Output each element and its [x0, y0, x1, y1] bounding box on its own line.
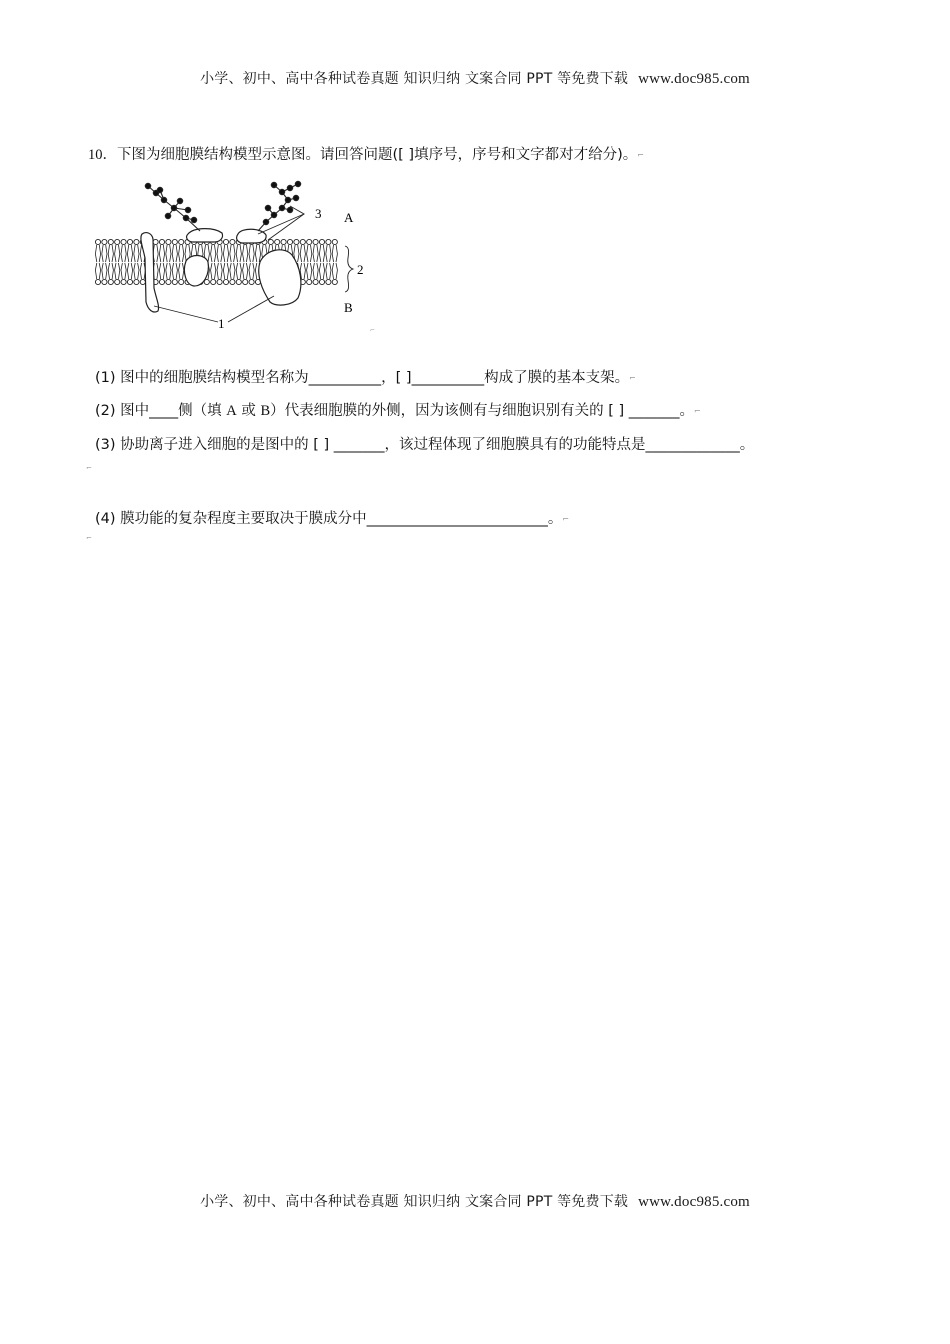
phospholipid-head	[153, 239, 158, 244]
peripheral-protein-right	[237, 229, 267, 243]
subquestion-2-text-after: ）代表细胞膜的外侧，因为该侧有与细胞识别有关的 [ ] _______。	[270, 403, 695, 419]
phospholipid-tail	[121, 263, 126, 279]
phospholipid-tail	[127, 263, 132, 279]
phospholipid-tail	[172, 263, 177, 279]
phospholipid-tail	[108, 245, 113, 262]
phospholipid-head	[332, 239, 337, 244]
phospholipid-head	[172, 239, 177, 244]
phospholipid-head	[281, 239, 286, 244]
phospholipid-tail	[172, 245, 177, 262]
phospholipid-tail	[243, 263, 248, 279]
phospholipid-head	[95, 279, 100, 284]
channel-protein	[259, 250, 301, 305]
label-3: 3	[315, 206, 322, 221]
phospholipid-tail	[159, 245, 164, 262]
phospholipid-tail	[249, 245, 254, 262]
phospholipid-tail	[95, 245, 100, 262]
phospholipid-tail	[326, 263, 331, 279]
subquestion-2-label: (2)	[95, 403, 116, 419]
phospholipid-tail	[307, 263, 312, 279]
subquestion-2-text-before: 图中____侧（填	[120, 403, 227, 419]
subquestion-2-text-mid: 或	[236, 403, 261, 419]
phospholipid-head	[287, 239, 292, 244]
phospholipid-head	[127, 279, 132, 284]
phospholipid-head	[326, 239, 331, 244]
phospholipid-head	[307, 239, 312, 244]
phospholipid-tail	[313, 263, 318, 279]
phospholipid-head	[223, 279, 228, 284]
phospholipid-tail	[95, 263, 100, 279]
phospholipid-head	[95, 239, 100, 244]
phospholipid-head	[166, 279, 171, 284]
phospholipid-tail	[166, 245, 171, 262]
phospholipid-head	[268, 239, 273, 244]
phospholipid-tail	[179, 245, 184, 262]
phospholipid-head	[159, 279, 164, 284]
label-side-a: A	[344, 210, 354, 225]
phospholipid-tail	[102, 263, 107, 279]
phospholipid-tail	[166, 263, 171, 279]
subquestion-2	[95, 399, 701, 420]
phospholipid-tail	[243, 245, 248, 262]
phospholipid-tail	[230, 245, 235, 262]
phospholipid-tail	[121, 245, 126, 262]
phospholipid-head	[108, 239, 113, 244]
phospholipid-head	[115, 279, 120, 284]
question-title	[88, 143, 644, 164]
phospholipid-head	[102, 239, 107, 244]
subquestion-4	[95, 507, 569, 528]
phospholipid-head	[294, 239, 299, 244]
phospholipid-tail	[115, 263, 120, 279]
phospholipid-tail	[134, 245, 139, 262]
subquestion-4-label: (4)	[95, 511, 116, 527]
phospholipid-tail	[211, 263, 216, 279]
phospholipid-head	[230, 239, 235, 244]
subquestion-1	[95, 366, 636, 387]
phospholipid-head	[179, 279, 184, 284]
phospholipid-head	[319, 239, 324, 244]
phospholipid-head	[275, 239, 280, 244]
diagram-mark: ⌐	[370, 327, 376, 334]
paragraph-mark: ⌐	[629, 373, 636, 383]
footer-text: 小学、初中、高中各种试卷真题 知识归纳 文案合同 PPT 等免费下载	[200, 1194, 629, 1210]
label-2: 2	[357, 262, 364, 277]
phospholipid-head	[127, 239, 132, 244]
stray-mark: ⌐	[86, 534, 92, 542]
subquestion-1-label: (1)	[95, 370, 116, 386]
phospholipid-tail	[211, 245, 216, 262]
phospholipid-head	[223, 239, 228, 244]
phospholipid-head	[159, 239, 164, 244]
label-1: 1	[218, 316, 225, 331]
phospholipid-head	[134, 239, 139, 244]
phospholipid-head	[121, 239, 126, 244]
header-url: www.doc985.com	[638, 71, 750, 87]
phospholipid-tail	[255, 245, 260, 262]
phospholipid-tail	[223, 263, 228, 279]
paragraph-mark: ⌐	[694, 406, 701, 416]
phospholipid-head	[230, 279, 235, 284]
stray-mark: ⌐	[86, 464, 92, 472]
phospholipid-head	[319, 279, 324, 284]
phospholipid-head	[313, 239, 318, 244]
cell-membrane-diagram	[90, 176, 390, 336]
phospholipid-head	[121, 279, 126, 284]
label-side-b: B	[344, 300, 353, 315]
phospholipid-tail	[217, 263, 222, 279]
phospholipid-tail	[159, 263, 164, 279]
phospholipid-head	[102, 279, 107, 284]
subquestion-4-text: 膜功能的复杂程度主要取决于膜成分中_________________________。	[120, 511, 563, 527]
phospholipid-tail	[300, 245, 305, 262]
phospholipid-head	[326, 279, 331, 284]
phospholipid-head	[236, 279, 241, 284]
phospholipid-tail	[319, 245, 324, 262]
question-text: 下图为细胞膜结构模型示意图。请回答问题([ ]填序号，序号和文字都对才给分)。	[117, 147, 638, 163]
phospholipid-head	[249, 279, 254, 284]
paragraph-mark: ⌐	[562, 514, 570, 524]
page-footer	[0, 1191, 950, 1211]
phospholipid-head	[166, 239, 171, 244]
peripheral-protein-top	[187, 229, 223, 242]
phospholipid-head	[211, 279, 216, 284]
phospholipid-tail	[223, 245, 228, 262]
subquestion-3-label: (3)	[95, 437, 116, 453]
phospholipid-head	[179, 239, 184, 244]
letter-b: B	[260, 403, 271, 419]
phospholipid-tail	[319, 263, 324, 279]
phospholipid-tail	[134, 263, 139, 279]
footer-url: www.doc985.com	[638, 1194, 750, 1210]
phospholipid-tail	[115, 245, 120, 262]
subquestion-3-text: 协助离子进入细胞的是图中的 [ ] _______，该过程体现了细胞膜具有的功能特点是_____________。	[120, 437, 755, 453]
phospholipid-head	[307, 279, 312, 284]
subquestion-1-text: 图中的细胞膜结构模型名称为__________，[ ]__________构成了膜的基本支架。	[120, 370, 630, 386]
phospholipid-head	[243, 279, 248, 284]
phospholipid-tail	[332, 245, 337, 262]
letter-a: A	[226, 403, 237, 419]
phospholipid-tail	[332, 263, 337, 279]
phospholipid-head	[115, 239, 120, 244]
phospholipid-head	[134, 279, 139, 284]
phospholipid-tail	[236, 245, 241, 262]
phospholipid-tail	[313, 245, 318, 262]
phospholipid-tail	[326, 245, 331, 262]
phospholipid-tail	[236, 263, 241, 279]
phospholipid-tail	[230, 263, 235, 279]
phospholipid-tail	[217, 245, 222, 262]
phospholipid-head	[332, 279, 337, 284]
phospholipid-head	[172, 279, 177, 284]
subquestion-3	[95, 433, 754, 454]
phospholipid-tail	[249, 263, 254, 279]
phospholipid-tail	[127, 245, 132, 262]
phospholipid-head	[300, 239, 305, 244]
phospholipid-tail	[108, 263, 113, 279]
page-header	[0, 68, 950, 88]
header-text: 小学、初中、高中各种试卷真题 知识归纳 文案合同 PPT 等免费下载	[200, 71, 629, 87]
phospholipid-head	[217, 279, 222, 284]
phospholipid-tail	[179, 263, 184, 279]
phospholipid-tail	[307, 245, 312, 262]
phospholipid-tail	[102, 245, 107, 262]
paragraph-mark: ⌐	[637, 150, 644, 160]
phospholipid-head	[140, 279, 145, 284]
phospholipid-head	[313, 279, 318, 284]
question-number: 10．	[88, 147, 117, 163]
phospholipid-head	[108, 279, 113, 284]
